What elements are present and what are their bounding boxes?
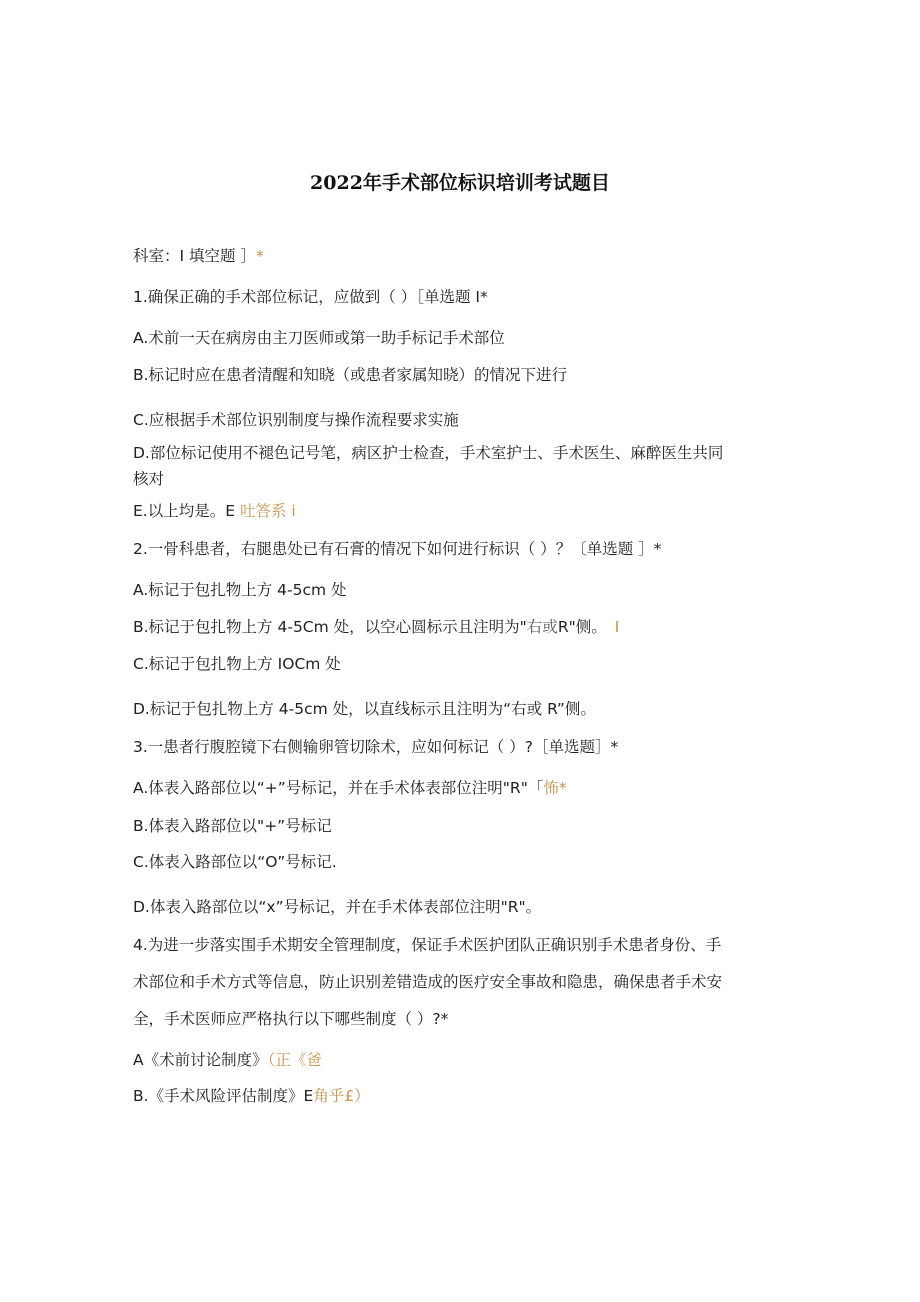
q4-option-a[interactable] — [133, 1044, 793, 1076]
q4-option-b[interactable] — [133, 1080, 793, 1112]
q1-option-d-line2: 核对 — [133, 470, 165, 488]
q2-option-b[interactable] — [133, 611, 793, 643]
q3-option-b[interactable]: B.体表入路部位以"+”号标记 — [133, 817, 332, 835]
q2-option-a[interactable]: A.标记于包扎物上方 4-5cm 处 — [133, 581, 347, 599]
department-label: 科室：I 填空题 ］ — [133, 247, 256, 265]
q1-answer-note: 吐答系 i — [239, 502, 296, 520]
q4-option-a-label: A《术前讨论制度》 — [133, 1051, 268, 1069]
q3-option-d[interactable]: D.体表入路部位以“x”号标记，并在手术体表部位注明"R"。 — [133, 898, 542, 916]
q2-option-b-label: B.标记于包扎物上方 4-5Cm 处，以空心圆标示且注明为" — [133, 618, 527, 636]
q3-answer-note: 怖* — [543, 779, 567, 797]
q1-stem: 1.确保正确的手术部位标记，应做到（ ）［单选题 I* — [133, 288, 488, 306]
q3-stem: 3.一患者行腹腔镜下右侧输卵管切除术，应如何标记（ ）?［单选题］* — [133, 738, 619, 756]
page-title: 2022年手术部位标识培训考试题目 — [310, 172, 610, 194]
q2-answer-note: I — [614, 618, 620, 636]
q1-option-c[interactable]: C.应根据手术部位识别制度与操作流程要求实施 — [133, 411, 459, 429]
q1-option-e-label: E.以上均是。E — [133, 502, 236, 520]
q4-option-a-note: （正《爸 — [267, 1051, 322, 1069]
department-line — [133, 240, 793, 272]
q2-option-c[interactable]: C.标记于包扎物上方 IOCm 处 — [133, 655, 341, 673]
required-star: * — [255, 247, 264, 265]
q4-stem-line1: 4.为进一步落实围手术期安全管理制度，保证手术医护团队正确识别手术患者身份、手 — [133, 936, 722, 954]
q3-option-a[interactable] — [133, 772, 793, 804]
q4-stem-line3: 全，手术医师应严格执行以下哪些制度（ ）?* — [133, 1010, 449, 1028]
q2-option-d[interactable]: D.标记于包扎物上方 4-5cm 处，以直线标示且注明为“右或 R”侧。 — [133, 700, 596, 718]
q4-option-b-note: 角乎£） — [313, 1087, 370, 1105]
q1-option-e[interactable] — [133, 495, 793, 527]
q1-option-b[interactable]: B.标记时应在患者清醒和知晓（或患者家属知晓）的情况下进行 — [133, 366, 568, 384]
q1-option-a[interactable]: A.术前一天在病房由主刀医师或第一助手标记手术部位 — [133, 329, 505, 347]
q4-stem-line2: 术部位和手术方式等信息，防止识别差错造成的医疗安全事故和隐患，确保患者手术安 — [133, 973, 723, 991]
q2-option-b-mark: 右或 — [526, 618, 558, 636]
q3-option-a-label: A.体表入路部位以“+”号标记，并在手术体表部位注明"R"「 — [133, 779, 544, 797]
q4-option-b-label: B.《手术风险评估制度》E — [133, 1087, 314, 1105]
q1-option-d-line1: D.部位标记使用不褪色记号笔，病区护士检查，手术室护士、手术医生、麻醉医生共同 — [133, 444, 724, 462]
q2-stem: 2.一骨科患者，右腿患处已有石膏的情况下如何进行标识（ ）？〔单选题 ］* — [133, 540, 662, 558]
q2-option-b-tail: R"侧。 — [557, 618, 607, 636]
q3-option-c[interactable]: C.体表入路部位以“O”号标记. — [133, 853, 337, 871]
